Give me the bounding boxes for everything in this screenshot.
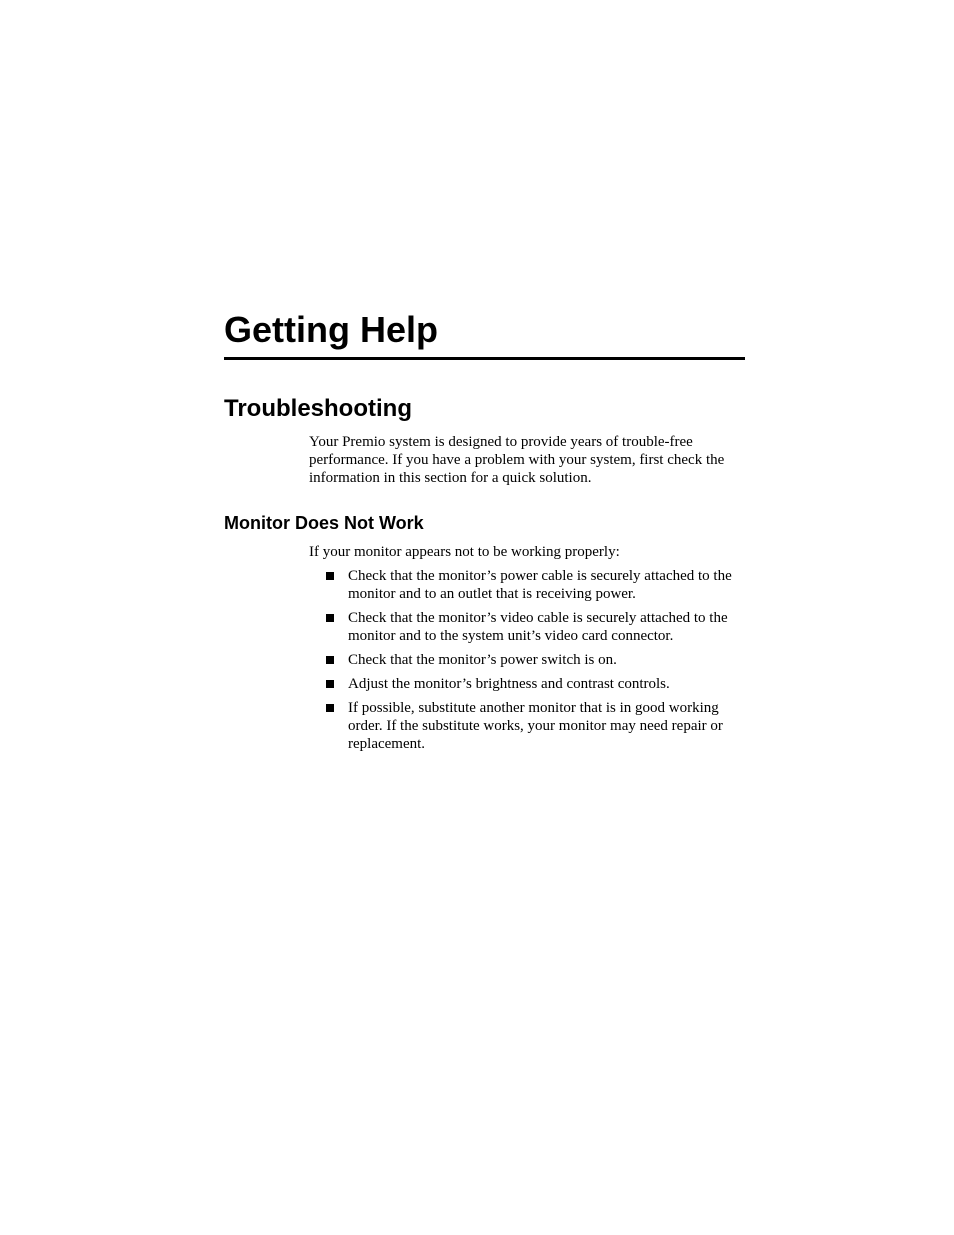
list-item-text: Adjust the monitor’s brightness and contrast controls.	[348, 676, 670, 692]
chapter-title: Getting Help	[224, 309, 438, 350]
chapter-title-rule	[224, 357, 745, 360]
list-item	[324, 567, 749, 603]
list-item	[324, 675, 749, 693]
section-title: Troubleshooting	[224, 395, 412, 422]
list-item-text: Check that the monitor’s power cable is securely attached to the monitor and to an outlet that is receiving power.	[348, 568, 732, 602]
subsection-title: Monitor Does Not Work	[224, 513, 424, 533]
square-bullet-icon	[326, 680, 334, 688]
square-bullet-icon	[326, 656, 334, 664]
square-bullet-icon	[326, 572, 334, 580]
lead-paragraph: If your monitor appears not to be working properly:	[309, 544, 620, 560]
intro-paragraph: Your Premio system is designed to provide years of trouble-free performance. If you have a problem with your system, first check the information in this section for a quick solution.	[309, 434, 725, 486]
square-bullet-icon	[326, 614, 334, 622]
square-bullet-icon	[326, 704, 334, 712]
list-item	[324, 651, 749, 669]
list-item-text: Check that the monitor’s video cable is securely attached to the monitor and to the system unit’s video card connector.	[348, 610, 728, 644]
list-item	[324, 699, 749, 753]
list-item-text: Check that the monitor’s power switch is on.	[348, 652, 617, 668]
list-item-text: If possible, substitute another monitor that is in good working order. If the substitute works, your monitor may need repair or replacement.	[348, 700, 723, 752]
bullet-list	[324, 567, 749, 759]
list-item	[324, 609, 749, 645]
